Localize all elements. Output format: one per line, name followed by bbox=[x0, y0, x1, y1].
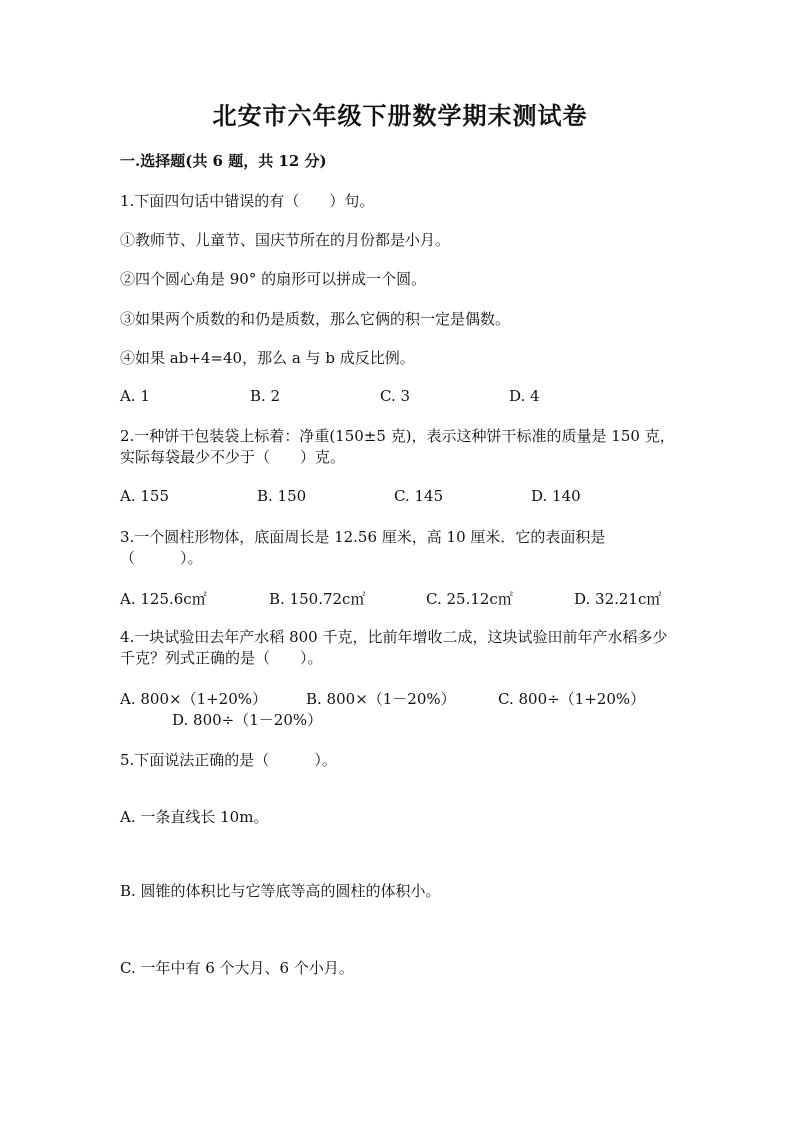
q1-option-a[interactable]: A. 1 bbox=[120, 387, 150, 405]
q3-option-b[interactable]: B. 150.72c㎡ bbox=[269, 590, 366, 608]
q4-option-b[interactable]: B. 800×（1－20%） bbox=[306, 690, 456, 708]
q1-option-c[interactable]: C. 3 bbox=[380, 387, 411, 405]
q1-statement-3: ③如果两个质数的和仍是质数，那么它俩的积一定是偶数。 bbox=[120, 310, 511, 328]
q2-option-b[interactable]: B. 150 bbox=[257, 487, 307, 505]
q4-option-c[interactable]: C. 800÷（1+20%） bbox=[498, 690, 646, 708]
q3-option-c[interactable]: C. 25.12c㎡ bbox=[426, 590, 513, 608]
q1-statement-4: ④如果 ab+4=40，那么 a 与 b 成反比例。 bbox=[120, 349, 415, 367]
q3-option-d[interactable]: D. 32.21c㎡ bbox=[574, 590, 662, 608]
q3-option-a[interactable]: A. 125.6c㎡ bbox=[120, 590, 207, 608]
q5-option-b[interactable]: B. 圆锥的体积比与它等底等高的圆柱的体积小。 bbox=[120, 882, 441, 900]
page-title: 北安市六年级下册数学期末测试卷 bbox=[212, 101, 588, 130]
q1-statement-1: ①教师节、儿童节、国庆节所在的月份都是小月。 bbox=[120, 231, 451, 249]
q5-option-c[interactable]: C. 一年中有 6 个大月、6 个小月。 bbox=[120, 959, 354, 977]
q1-option-d[interactable]: D. 4 bbox=[509, 387, 540, 405]
q4-option-a[interactable]: A. 800×（1+20%） bbox=[120, 690, 268, 708]
q5-option-a[interactable]: A. 一条直线长 10m。 bbox=[120, 808, 269, 826]
q2-stem: 2.一种饼干包装袋上标着：净重(150±5 克)，表示这种饼干标准的质量是 150 克，实际每袋最少不少于（ ）克。 bbox=[120, 427, 675, 466]
q4-stem: 4.一块试验田去年产水稻 800 千克，比前年增收二成，这块试验田前年产水稻多少千克？列式正确的是（ ）。 bbox=[120, 628, 668, 667]
q1-option-b[interactable]: B. 2 bbox=[250, 387, 281, 405]
q2-option-c[interactable]: C. 145 bbox=[394, 487, 444, 505]
q4-option-d[interactable]: D. 800÷（1－20%） bbox=[172, 711, 323, 729]
q2-option-d[interactable]: D. 140 bbox=[531, 487, 581, 505]
q2-option-a[interactable]: A. 155 bbox=[120, 487, 169, 505]
q5-stem: 5.下面说法正确的是（ ）。 bbox=[120, 751, 337, 769]
section-heading: 一.选择题(共 6 题，共 12 分) bbox=[120, 152, 327, 170]
q3-stem: 3.一个圆柱形物体，底面周长是 12.56 厘米，高 10 厘米．它的表面积是（ ）。 bbox=[120, 528, 606, 567]
q1-statement-2: ②四个圆心角是 90° 的扇形可以拼成一个圆。 bbox=[120, 270, 427, 288]
q1-stem: 1.下面四句话中错误的有（ ）句。 bbox=[120, 192, 375, 210]
